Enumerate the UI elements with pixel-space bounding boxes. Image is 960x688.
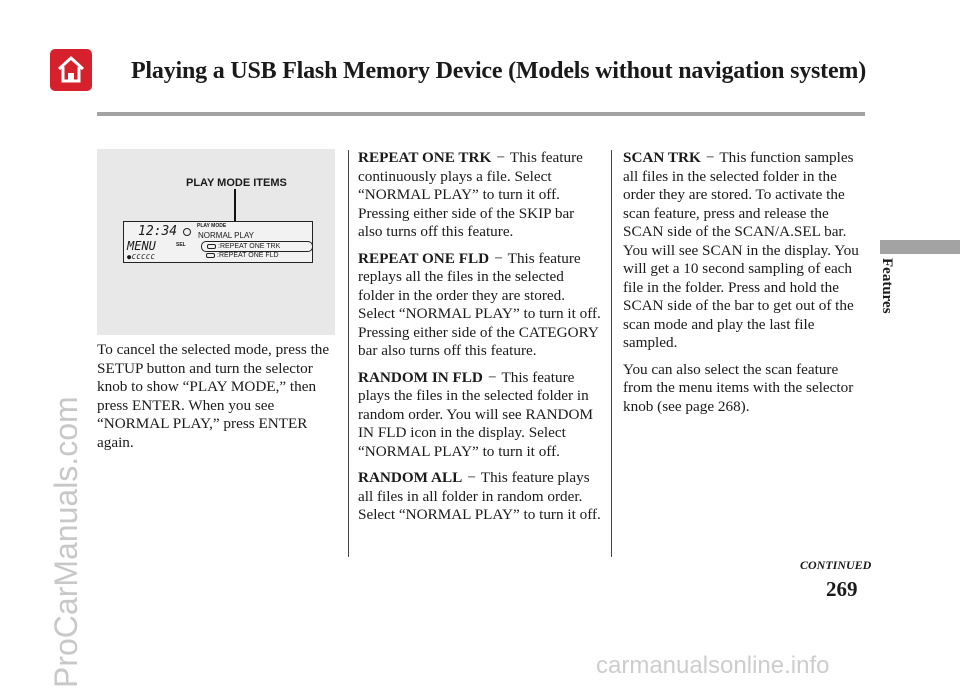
audio-display [123,221,313,263]
feature-item [358,149,601,242]
display-repeat-trk [201,241,313,252]
cancel-paragraph: To cancel the selected mode, press the SETUP button and turn the selector knob to show “PLAY MODE,” then press ENTER. When you see “NORMAL PLAY,” press ENTER again. [97,341,330,451]
section-tab [880,240,960,254]
dash: − [494,249,503,267]
feature-term: REPEAT ONE FLD [358,249,490,267]
display-menu: MENU [127,239,156,253]
page-number: 269 [826,577,858,601]
dash: − [487,368,497,386]
feature-desc: This feature continuously plays a file. Select “NORMAL PLAY” to turn it off. Pressing either side of the SKIP bar also turns off this feature. [358,149,583,240]
feature-desc: This feature plays all files in all folder in random order. Select “NORMAL PLAY” to turn it off. [358,469,601,523]
header-divider [97,112,865,116]
feature-desc: This function samples all files in the selected folder in the order they are stored. To activate the scan feature, press and release the SCAN side of the SCAN/A.SEL bar. You will see SCAN in the display. You will get a 10 second sampling of each file in the folder. Press and hold the SCAN side of the bar to get out of the scan mode and play the last file sampled. [623,149,859,351]
display-repeat-fld [201,252,279,259]
feature-item [358,369,601,462]
display-normal-play: NORMAL PLAY [198,231,255,240]
home-button[interactable] [50,49,92,91]
repeat-folder-icon [206,253,215,258]
watermark-vertical: ProCarManuals.com [48,396,84,688]
column-divider-1 [348,150,349,557]
home-icon [55,54,87,86]
dash: − [705,149,715,166]
feature-term: RANDOM IN FLD [358,368,483,386]
display-disc-indicators: ●CCCCC [127,253,156,261]
display-clock: 12:34 [138,224,178,239]
feature-desc: This feature plays the files in the selected folder in random order. You will see RANDOM IN FLD icon in the display. Select “NORMAL PLAY” to turn it off. [358,368,593,460]
continued-label: CONTINUED [800,558,872,572]
display-play-mode: PLAY MODE [197,223,227,229]
display-repeat-fld-label: :REPEAT ONE FLD [217,252,279,259]
play-mode-figure [97,149,335,335]
feature-term: SCAN TRK [623,149,701,166]
feature-term: REPEAT ONE TRK [358,149,492,166]
repeat-icon [207,244,216,249]
section-title: Playing a USB Flash Memory Device (Models without navigation system) [130,58,866,84]
figure-label: PLAY MODE ITEMS [186,177,287,189]
column-3 [623,149,865,424]
column-1 [97,341,331,460]
section-tab-label: Features [879,258,895,314]
knob-icon [183,228,191,236]
column-2 [358,149,601,533]
display-repeat-trk-label: :REPEAT ONE TRK [218,243,281,250]
feature-term: RANDOM ALL [358,469,463,486]
dash: − [467,469,476,486]
feature-item [623,149,865,353]
feature-desc: This feature replays all the files in the selected folder in the order they are stored. Select “NORMAL PLAY” to turn it off. Pressing either side of the CATEGORY bar also turns off this feature. [358,249,601,359]
feature-item [358,250,601,361]
display-sel: SEL [176,242,186,248]
column-divider-2 [611,150,612,557]
feature-item [358,469,601,525]
watermark-bottom: carmanualsonline.info [596,652,830,679]
dash: − [496,149,505,166]
scan-note-paragraph: You can also select the scan feature from the menu items with the selector knob (see page 268). [623,360,854,415]
